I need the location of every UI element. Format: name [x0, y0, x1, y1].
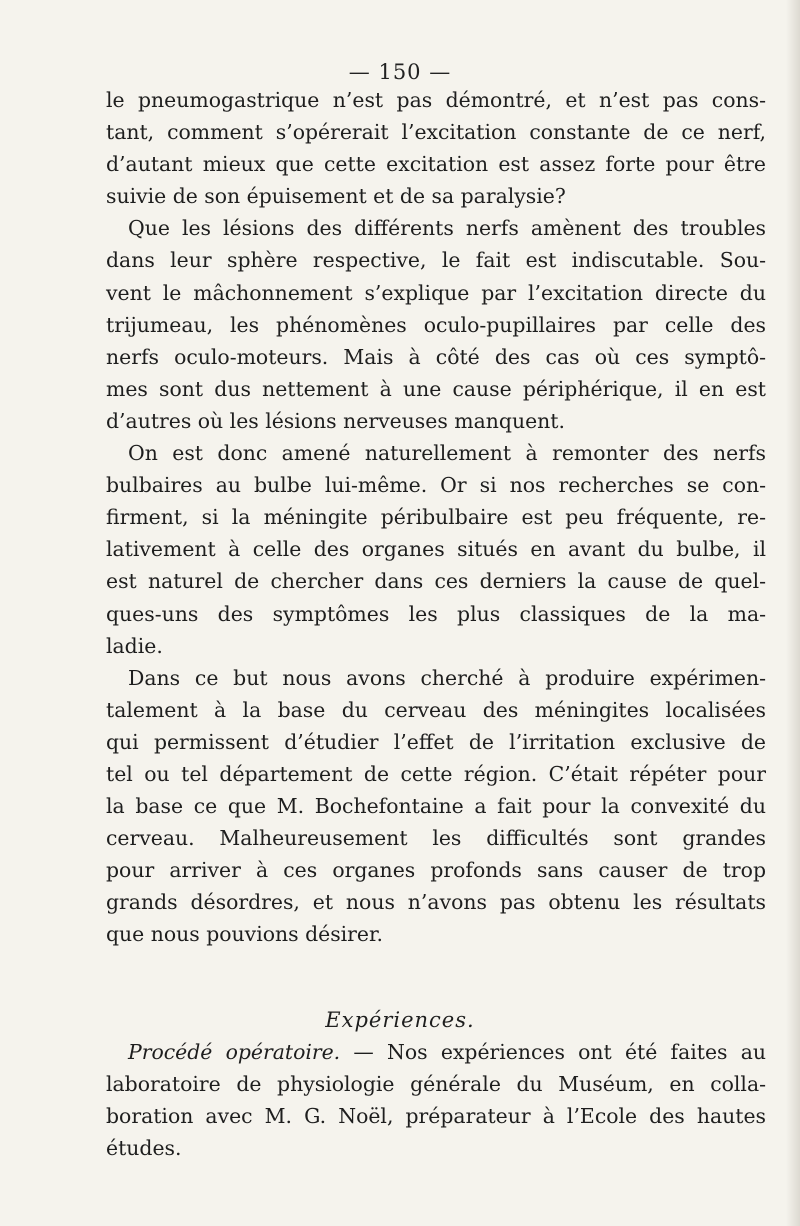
text-line: la base ce que M. Bochefontaine a fait pour la convexité du — [106, 794, 766, 819]
section-body-text — [106, 1036, 766, 1164]
text-line: On est donc amené naturellement à remonter des nerfs — [128, 441, 766, 466]
text-line: lativement à celle des organes situés en avant du bulbe, il — [106, 537, 766, 562]
text-line: grands désordres, et nous n’avons pas obtenu les résultats — [106, 890, 766, 915]
text-line — [106, 1036, 766, 1068]
page-edge-shadow — [786, 0, 800, 1226]
text-line: boration avec M. G. Noël, préparateur à l’Ecole des hautes — [106, 1104, 766, 1129]
run-in-heading: Procédé opératoire. — [128, 1040, 341, 1064]
text-line: tant, comment s’opérerait l’excitation constante de ce nerf, — [106, 120, 766, 145]
text-line: dans leur sphère respective, le fait est indiscutable. Sou- — [106, 248, 766, 273]
text-line: bulbaires au bulbe lui-même. Or si nos recherches se con- — [106, 473, 766, 498]
text-line: tel ou tel département de cette région. C’était répéter pour — [106, 761, 766, 786]
text-line: pour arriver à ces organes profonds sans causer de trop — [106, 858, 766, 883]
text-line: ladie. — [106, 633, 163, 658]
text-line: Dans ce but nous avons cherché à produire expérimen- — [128, 665, 766, 690]
text-line: cerveau. Malheureusement les difficultés sont grandes — [106, 826, 766, 851]
text-line: Que les lésions des différents nerfs amènent des troubles — [128, 216, 766, 241]
text-line: suivie de son épuisement et de sa paralysie? — [106, 184, 566, 209]
text-line: est naturel de chercher dans ces derniers la cause de quel- — [106, 569, 766, 594]
text-line: d’autant mieux que cette excitation est assez forte pour être — [106, 152, 766, 177]
text-line: trijumeau, les phénomènes oculo-pupillaires par celle des — [106, 312, 766, 337]
text-line: ques-uns des symptômes les plus classiques de la ma- — [106, 601, 766, 626]
text-line: nerfs oculo-moteurs. Mais à côté des cas où ces symptô- — [106, 344, 766, 369]
page-number: — 150 — — [348, 60, 452, 84]
text-line: talement à la base du cerveau des méningites localisées — [106, 697, 766, 722]
text-line: d’autres où les lésions nerveuses manquent. — [106, 408, 565, 433]
section-heading: Expériences. — [325, 1008, 475, 1032]
text-line: vent le mâchonnement s’explique par l’excitation directe du — [106, 280, 766, 305]
text-line: laboratoire de physiologie générale du Muséum, en colla- — [106, 1072, 766, 1097]
text-line: qui permissent d’étudier l’effet de l’irritation exclusive de — [106, 729, 766, 754]
body-text — [106, 84, 766, 951]
text-line: firment, si la méningite péribulbaire est peu fréquente, re- — [106, 505, 766, 530]
text-line: études. — [106, 1136, 182, 1161]
text-line-rest: — Nos expériences ont été faites au — [340, 1040, 767, 1064]
text-line: que nous pouvions désirer. — [106, 922, 383, 947]
text-line: le pneumogastrique n’est pas démontré, et n’est pas cons- — [106, 88, 766, 112]
text-line: mes sont dus nettement à une cause périphérique, il en est — [106, 376, 766, 401]
